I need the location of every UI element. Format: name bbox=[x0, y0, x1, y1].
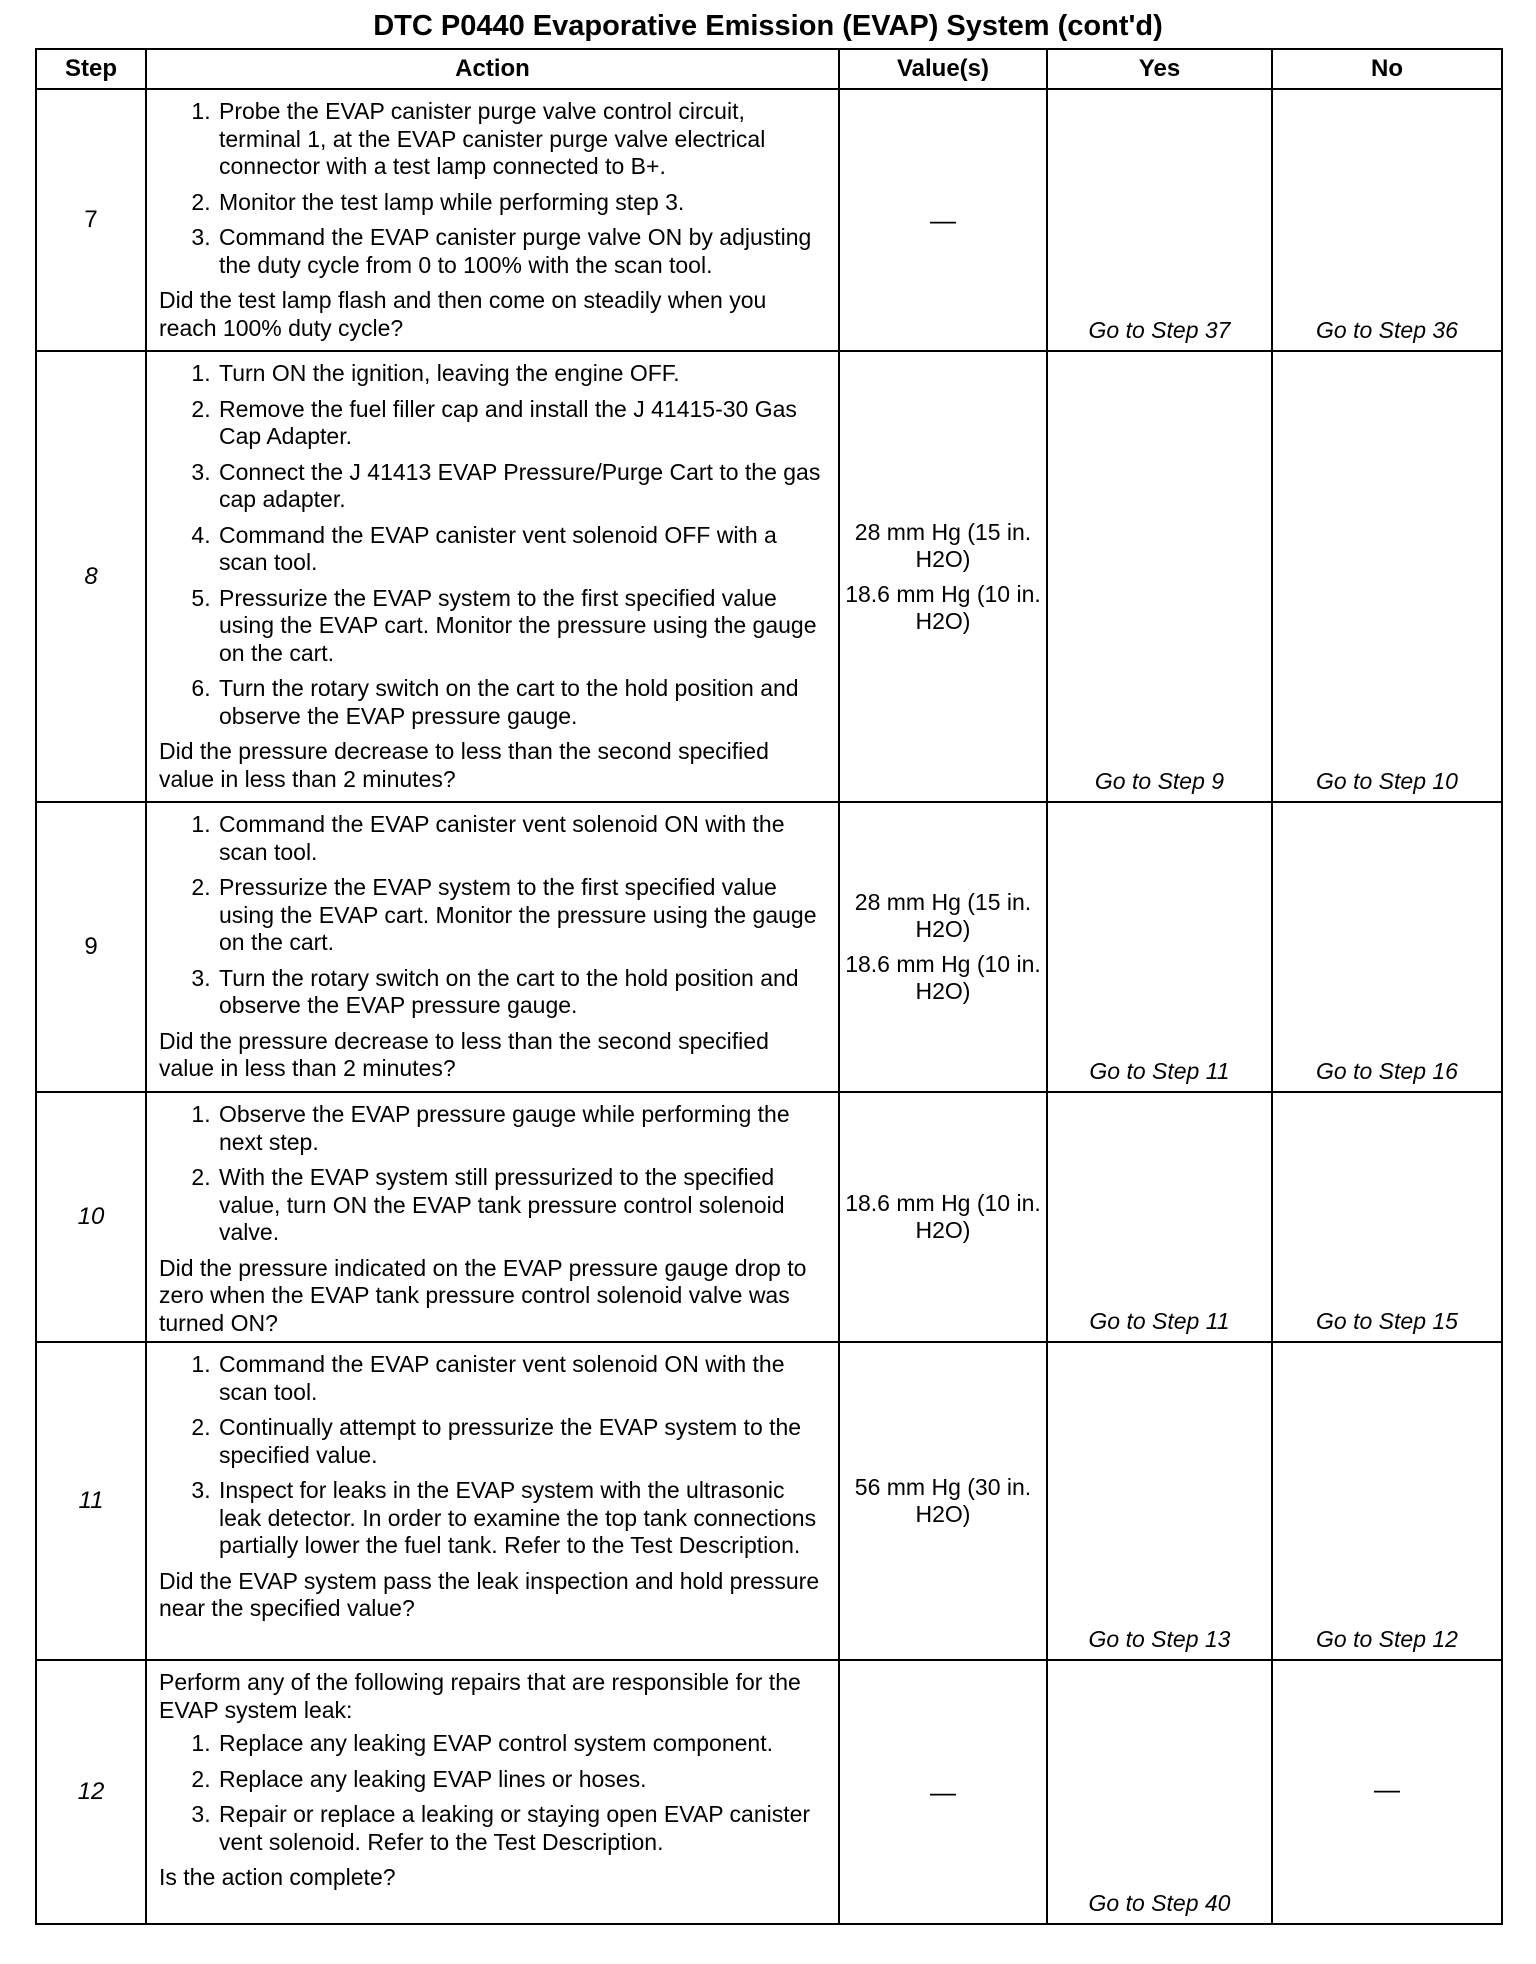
action-cell bbox=[146, 1660, 839, 1924]
action-step: 2. Replace any leaking EVAP lines or hoses. bbox=[217, 1766, 830, 1794]
step-number: 9 bbox=[36, 802, 146, 1092]
specified-value: 28 mm Hg (15 in. H2O) bbox=[854, 889, 1032, 942]
header-step: Step bbox=[36, 49, 146, 89]
value-cell bbox=[839, 1342, 1047, 1660]
action-question: Did the test lamp flash and then come on steadily when you reach 100% duty cycle? bbox=[159, 287, 767, 341]
action-cell bbox=[146, 802, 839, 1092]
no-cell: — bbox=[1272, 1660, 1502, 1924]
action-step: 1. Observe the EVAP pressure gauge while performing the next step. bbox=[217, 1101, 830, 1156]
table-row-step-11 bbox=[36, 1342, 1502, 1660]
value-cell bbox=[839, 802, 1047, 1092]
action-step: 2. With the EVAP system still pressurized to the specified value, turn ON the EVAP tank pressure control solenoid valve. bbox=[217, 1164, 830, 1247]
table-row-step-7 bbox=[36, 89, 1502, 351]
step-number: 12 bbox=[36, 1660, 146, 1924]
step-number: 7 bbox=[36, 89, 146, 351]
specified-value: 18.6 mm Hg (10 in. H2O) bbox=[845, 951, 1041, 1004]
specified-value: 28 mm Hg (15 in. H2O) bbox=[854, 518, 1032, 572]
action-step: 1. Command the EVAP canister vent solenoid ON with the scan tool. bbox=[217, 1351, 830, 1406]
yes-cell: Go to Step 37 bbox=[1047, 89, 1272, 351]
yes-cell: Go to Step 9 bbox=[1047, 351, 1272, 802]
no-cell: Go to Step 15 bbox=[1272, 1092, 1502, 1342]
table-row-step-9 bbox=[36, 802, 1502, 1092]
step-number: 10 bbox=[36, 1092, 146, 1342]
action-cell bbox=[146, 89, 839, 351]
yes-cell: Go to Step 11 bbox=[1047, 1092, 1272, 1342]
action-steps-list bbox=[159, 1101, 830, 1247]
action-step: 3. Command the EVAP canister purge valve ON by adjusting the duty cycle from 0 to 100% with the scan tool. bbox=[217, 224, 830, 279]
action-cell bbox=[146, 1092, 839, 1342]
specified-value: 56 mm Hg (30 in. H2O) bbox=[854, 1474, 1032, 1527]
diagnostic-table bbox=[35, 48, 1503, 1925]
action-step: 1. Turn ON the ignition, leaving the engine OFF. bbox=[217, 360, 830, 388]
action-step: 3. Repair or replace a leaking or staying open EVAP canister vent solenoid. Refer to the Test Description. bbox=[217, 1801, 830, 1856]
specified-value: 18.6 mm Hg (10 in. H2O) bbox=[845, 1190, 1041, 1243]
action-intro: Perform any of the following repairs that are responsible for the EVAP system leak: bbox=[159, 1669, 801, 1723]
header-no: No bbox=[1272, 49, 1502, 89]
no-cell: Go to Step 16 bbox=[1272, 802, 1502, 1092]
page-title: DTC P0440 Evaporative Emission (EVAP) System (cont'd) bbox=[373, 10, 1163, 42]
action-step: 2. Continually attempt to pressurize the EVAP system to the specified value. bbox=[217, 1414, 830, 1469]
value-cell bbox=[839, 351, 1047, 802]
action-step: 1. Command the EVAP canister vent solenoid ON with the scan tool. bbox=[217, 811, 830, 866]
action-step: 1. Replace any leaking EVAP control system component. bbox=[217, 1730, 830, 1758]
action-step: 1. Probe the EVAP canister purge valve control circuit, terminal 1, at the EVAP canister purge valve electrical connector with a test lamp connected to B+. bbox=[217, 98, 830, 181]
value-cell: — bbox=[839, 89, 1047, 351]
action-cell bbox=[146, 351, 839, 802]
action-question: Did the pressure decrease to less than the second specified value in less than 2 minutes? bbox=[159, 738, 769, 792]
table-row-step-8 bbox=[36, 351, 1502, 802]
no-cell: Go to Step 36 bbox=[1272, 89, 1502, 351]
yes-cell: Go to Step 11 bbox=[1047, 802, 1272, 1092]
action-question: Did the pressure decrease to less than the second specified value in less than 2 minutes? bbox=[159, 1027, 769, 1081]
action-step: 6. Turn the rotary switch on the cart to the hold position and observe the EVAP pressure gauge. bbox=[217, 675, 830, 730]
table-row-step-12 bbox=[36, 1660, 1502, 1924]
action-question: Is the action complete? bbox=[159, 1864, 396, 1890]
step-number: 11 bbox=[36, 1342, 146, 1660]
action-step: 3. Inspect for leaks in the EVAP system with the ultrasonic leak detector. In order to examine the top tank connections partially lower the fuel tank. Refer to the Test Description. bbox=[217, 1477, 830, 1560]
header-values: Value(s) bbox=[839, 49, 1047, 89]
action-question: Did the pressure indicated on the EVAP pressure gauge drop to zero when the EVAP tank pressure control solenoid valve was turned ON? bbox=[159, 1254, 807, 1336]
action-step: 5. Pressurize the EVAP system to the first specified value using the EVAP cart. Monitor the pressure using the gauge on the cart. bbox=[217, 585, 830, 668]
action-step: 4. Command the EVAP canister vent solenoid OFF with a scan tool. bbox=[217, 522, 830, 577]
action-cell bbox=[146, 1342, 839, 1660]
no-cell: Go to Step 10 bbox=[1272, 351, 1502, 802]
action-steps-list bbox=[159, 1351, 830, 1560]
action-step: 3. Connect the J 41413 EVAP Pressure/Purge Cart to the gas cap adapter. bbox=[217, 459, 830, 514]
value-cell bbox=[839, 1092, 1047, 1342]
action-step: 2. Remove the fuel filler cap and install the J 41415-30 Gas Cap Adapter. bbox=[217, 396, 830, 451]
header-yes: Yes bbox=[1047, 49, 1272, 89]
table-row-step-10 bbox=[36, 1092, 1502, 1342]
no-cell: Go to Step 12 bbox=[1272, 1342, 1502, 1660]
action-steps-list bbox=[159, 811, 830, 1020]
action-question: Did the EVAP system pass the leak inspection and hold pressure near the specified value? bbox=[159, 1567, 820, 1621]
value-cell: — bbox=[839, 1660, 1047, 1924]
step-number: 8 bbox=[36, 351, 146, 802]
action-steps-list bbox=[159, 98, 830, 279]
header-action: Action bbox=[146, 49, 839, 89]
action-step: 2. Monitor the test lamp while performing step 3. bbox=[217, 189, 830, 217]
table-header-row bbox=[36, 49, 1502, 89]
action-steps-list bbox=[159, 1730, 830, 1856]
action-step: 3. Turn the rotary switch on the cart to the hold position and observe the EVAP pressure gauge. bbox=[217, 965, 830, 1020]
yes-cell: Go to Step 13 bbox=[1047, 1342, 1272, 1660]
action-steps-list bbox=[159, 360, 830, 730]
action-step: 2. Pressurize the EVAP system to the first specified value using the EVAP cart. Monitor the pressure using the gauge on the cart. bbox=[217, 874, 830, 957]
yes-cell: Go to Step 40 bbox=[1047, 1660, 1272, 1924]
specified-value: 18.6 mm Hg (10 in. H2O) bbox=[845, 580, 1041, 634]
